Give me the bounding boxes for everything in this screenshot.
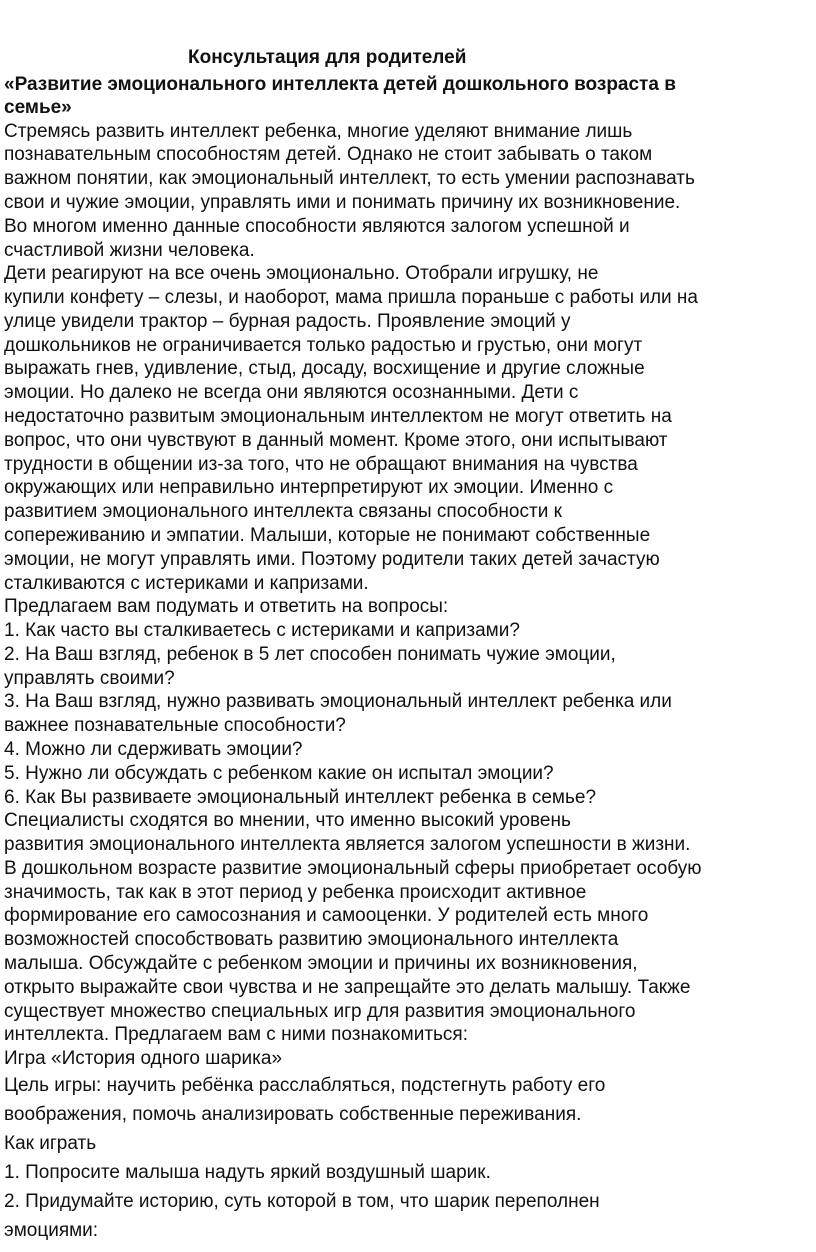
body-line: Во многом именно данные способности являются залогом успешной и (4, 216, 630, 237)
question-item: важнее познавательные способности? (4, 715, 346, 736)
body-line: воображения, помочь анализировать собственные переживания. (4, 1104, 582, 1125)
step-item: 2. Придумайте историю, суть которой в том, что шарик переполнен (4, 1191, 600, 1212)
step-item: 1. Попросите малыша надуть яркий воздушный шарик. (4, 1162, 491, 1183)
body-line: улице увидели трактор – бурная радость. Проявление эмоций у (4, 311, 571, 332)
document-subtitle-line: семье» (4, 97, 72, 118)
body-line: интеллекта. Предлагаем вам с ними познакомиться: (4, 1024, 468, 1045)
body-line: существует множество специальных игр для развития эмоционального (4, 1001, 636, 1022)
document-subtitle-line: «Развитие эмоционального интеллекта детей дошкольного возраста в (4, 74, 676, 95)
body-line: трудности в общении из-за того, что не обращают внимания на чувства (4, 454, 638, 475)
question-item: 3. На Ваш взгляд, нужно развивать эмоциональный интеллект ребенка или (4, 691, 672, 712)
body-line: Дети реагируют на все очень эмоционально. Отобрали игрушку, не (4, 263, 599, 284)
body-line: Стремясь развить интеллект ребенка, многие уделяют внимание лишь (4, 121, 633, 142)
body-line: вопрос, что они чувствуют в данный момент. Кроме этого, они испытывают (4, 430, 668, 451)
body-line: формирование его самосознания и самооценки. У родителей есть много (4, 905, 649, 926)
body-line: Специалисты сходятся во мнении, что именно высокий уровень (4, 810, 571, 831)
body-line: малыша. Обсуждайте с ребенком эмоции и причины их возникновения, (4, 953, 638, 974)
question-item: 4. Можно ли сдерживать эмоции? (4, 739, 303, 760)
body-line: сопереживанию и эмпатии. Малыши, которые не понимают собственные (4, 525, 651, 546)
question-item: 6. Как Вы развиваете эмоциональный интеллект ребенка в семье? (4, 787, 597, 808)
body-line: дошкольников не ограничивается только радостью и грустью, они могут (4, 335, 643, 356)
body-line: познавательным способностям детей. Однако не стоит забывать о таком (4, 144, 653, 165)
game-title: Игра «История одного шарика» (4, 1048, 283, 1069)
question-item: 2. На Ваш взгляд, ребенок в 5 лет способен понимать чужие эмоции, (4, 644, 616, 665)
body-line: счастливой жизни человека. (4, 240, 255, 261)
body-line: важном понятии, как эмоциональный интеллект, то есть умении распознавать (4, 168, 695, 189)
body-line: недостаточно развитым эмоциональным интеллектом не могут ответить на (4, 406, 672, 427)
question-item: 1. Как часто вы сталкиваетесь с истериками и капризами? (4, 620, 520, 641)
body-line: выражать гнев, удивление, стыд, досаду, восхищение и другие сложные (4, 358, 645, 379)
body-line: эмоции, не могут управлять ими. Поэтому родители таких детей зачастую (4, 549, 660, 570)
body-line: открыто выражайте свои чувства и не запрещайте это делать малышу. Также (4, 977, 691, 998)
body-line: возможностей способствовать развитию эмоционального интеллекта (4, 929, 619, 950)
body-line: развития эмоционального интеллекта является залогом успешности в жизни. (4, 834, 691, 855)
body-line: эмоции. Но далеко не всегда они являются осознанными. Дети с (4, 382, 579, 403)
body-line: купили конфету – слезы, и наоборот, мама пришла пораньше с работы или на (4, 287, 698, 308)
body-line: развитием эмоционального интеллекта связаны способности к (4, 501, 562, 522)
question-item: управлять своими? (4, 668, 175, 689)
document-title: Консультация для родителей (188, 47, 467, 68)
body-line: сталкиваются с истериками и капризами. (4, 573, 369, 594)
body-line: В дошкольном возрасте развитие эмоциональный сферы приобретает особую (4, 858, 702, 879)
how-to-play-heading: Как играть (4, 1133, 97, 1154)
body-line: Предлагаем вам подумать и ответить на вопросы: (4, 596, 449, 617)
body-line: Цель игры: научить ребёнка расслабляться, подстегнуть работу его (4, 1075, 606, 1096)
body-line: окружающих или неправильно интерпретируют их эмоции. Именно с (4, 477, 614, 498)
body-line: значимость, так как в этот период у ребенка происходит активное (4, 882, 587, 903)
question-item: 5. Нужно ли обсуждать с ребенком какие он испытал эмоции? (4, 763, 554, 784)
step-item: эмоциями: (4, 1220, 99, 1241)
body-line: свои и чужие эмоции, управлять ими и понимать причину их возникновение. (4, 192, 681, 213)
